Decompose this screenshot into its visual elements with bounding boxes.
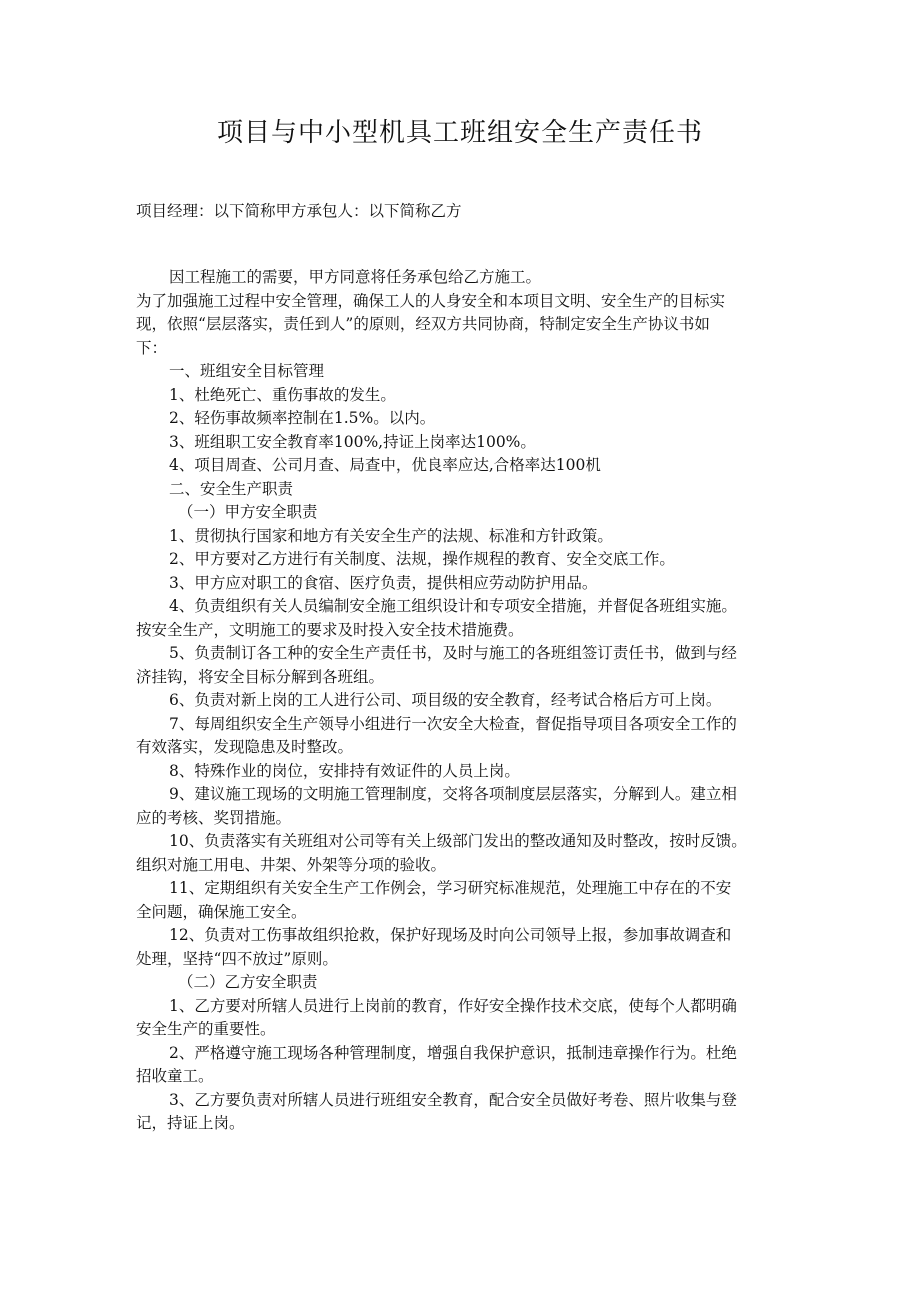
list-item-continued: 按安全生产，文明施工的要求及时投入安全技术措施费。: [136, 620, 524, 639]
parties-line: 项目经理：以下简称甲方承包人：以下简称乙方: [136, 202, 462, 220]
list-item-continued: 招收童工。: [136, 1067, 214, 1085]
paragraph-line: 现，依照“层层落实，责任到人”的原则，经双方共同协商，特制定安全生产协议书如: [136, 315, 710, 333]
list-item: 3、甲方应对职工的食宿、医疗负责，提供相应劳动防护用品。: [169, 573, 598, 592]
list-item: 7、每周组织安全生产领导小组进行一次安全大检查，督促指导项目各项安全工作的: [169, 714, 737, 733]
list-item: 1、杜绝死亡、重伤事故的发生。: [169, 385, 396, 404]
list-item: 8、特殊作业的岗位，安排持有效证件的人员上岗。: [169, 761, 520, 780]
list-item: 9、建议施工现场的文明施工管理制度，交将各项制度层层落实，分解到人。建立相: [169, 785, 737, 803]
list-item: 6、负责对新上岗的工人进行公司、项目级的安全教育，经考试合格后方可上岗。: [169, 691, 722, 709]
list-item-continued: 记，持证上岗。: [136, 1114, 245, 1132]
subsection-heading: （二）乙方安全职责: [178, 973, 318, 991]
list-item-continued: 应的考核、奖罚措施。: [136, 808, 292, 827]
document-title: 项目与中小型机具工班组安全生产责任书: [216, 118, 703, 148]
list-item: 3、班组职工安全教育率100%,持证上岗率达100%。: [169, 432, 536, 451]
section-heading: 一、班组安全目标管理: [169, 362, 325, 380]
subsection-heading: （一）甲方安全职责: [178, 503, 318, 521]
list-item: 4、项目周查、公司月查、局查中，优良率应达,合格率达100机: [169, 456, 601, 474]
list-item: 1、贯彻执行国家和地方有关安全生产的法规、标准和方针政策。: [169, 526, 613, 545]
document-body: [136, 266, 804, 1136]
list-item: 4、负责组织有关人员编制安全施工组织设计和专项安全措施，并督促各班组实施。: [169, 597, 737, 615]
paragraph-line: 因工程施工的需要，甲方同意将任务承包给乙方施工。: [169, 268, 542, 286]
list-item-continued: 组织对施工用电、井架、外架等分项的验收。: [136, 855, 447, 874]
section-heading: 二、安全生产职责: [169, 479, 294, 498]
list-item: 11、定期组织有关安全生产工作例会，学习研究标准规范，处理施工中存在的不安: [169, 879, 732, 897]
paragraph-line: 下：: [136, 338, 168, 357]
paragraph-line: 为了加强施工过程中安全管理，确保工人的人身安全和本项目文明、安全生产的目标实: [136, 291, 726, 310]
list-item: 3、乙方要负责对所辖人员进行班组安全教育，配合安全员做好考卷、照片收集与登: [169, 1090, 737, 1109]
list-item: 10、负责落实有关班组对公司等有关上级部门发出的整改通知及时整改，按时反馈。: [169, 832, 747, 850]
list-item: 2、轻伤事故频率控制在1.5%。以内。: [169, 409, 436, 427]
list-item-continued: 处理，坚持“四不放过”原则。: [136, 949, 338, 968]
list-item: 2、甲方要对乙方进行有关制度、法规，操作规程的教育、安全交底工作。: [169, 550, 675, 568]
list-item-continued: 济挂钩，将安全目标分解到各班组。: [136, 667, 385, 686]
list-item-continued: 安全生产的重要性。: [136, 1020, 276, 1038]
list-item: 5、负责制订各工种的安全生产责任书，及时与施工的各班组签订责任书，做到与经: [169, 644, 737, 662]
list-item-continued: 全问题，确保施工安全。: [136, 902, 307, 921]
list-item-continued: 有效落实，发现隐患及时整改。: [136, 738, 354, 756]
list-item: 1、乙方要对所辖人员进行上岗前的教育，作好安全操作技术交底，使每个人都明确: [169, 996, 737, 1015]
list-item: 2、严格遵守施工现场各种管理制度，增强自我保护意识，抵制违章操作行为。杜绝: [169, 1043, 737, 1062]
list-item: 12、负责对工伤事故组织抢救，保护好现场及时向公司领导上报，参加事故调查和: [169, 926, 732, 944]
